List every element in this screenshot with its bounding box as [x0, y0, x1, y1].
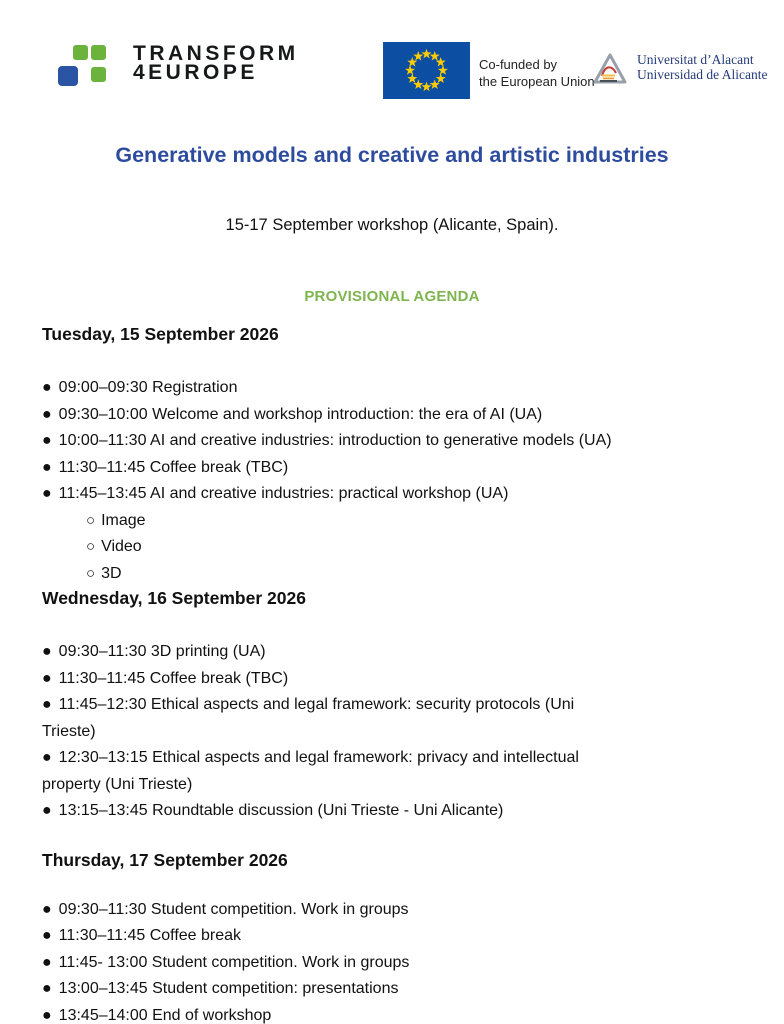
eu-caption-line2: the European Union [479, 73, 595, 89]
agenda-item [42, 428, 742, 455]
day-section-wednesday [42, 587, 742, 825]
bullet-icon: ● [42, 405, 52, 423]
day-items [42, 639, 742, 825]
transform4europe-logo-icon [58, 42, 108, 88]
agenda-item [42, 950, 742, 977]
agenda-item [42, 976, 742, 1003]
agenda-item-text: 10:00–11:30 AI and creative industries: introduction to generative models (UA) [58, 432, 612, 449]
day-section-thursday [42, 849, 742, 1024]
bullet-icon: ● [42, 643, 52, 660]
bullet-icon: ● [42, 1006, 52, 1024]
agenda-item [42, 745, 742, 772]
provisional-agenda-label: PROVISIONAL AGENDA [304, 288, 480, 305]
transform4europe-wordmark [133, 44, 299, 82]
agenda-item [42, 798, 742, 825]
agenda-item-text: 13:00–13:45 Student competition: presentations [58, 980, 399, 997]
circle-bullet-icon: ○ [86, 511, 96, 529]
agenda-item-text: 09:00–09:30 Registration [58, 379, 238, 396]
eu-caption-line1: Co-funded by [479, 57, 558, 72]
agenda-item [42, 639, 742, 666]
agenda-item-text: 13:45–14:00 End of workshop [58, 1006, 272, 1024]
t4e-green-square-icon [91, 67, 106, 82]
agenda-item-text: 09:30–11:30 Student competition. Work in groups [58, 900, 409, 918]
bullet-icon: ● [42, 749, 52, 766]
ua-name-spanish: Universidad de Alicante [637, 67, 768, 82]
bullet-icon: ● [42, 432, 52, 449]
agenda-subitem [42, 534, 742, 561]
t4e-wordmark-line1: TRANSFORM [133, 42, 299, 65]
university-alicante-wordmark [637, 52, 767, 82]
bullet-icon: ● [42, 900, 52, 918]
agenda-item-continuation: Trieste) [42, 722, 96, 740]
agenda-item-text: 13:15–13:45 Roundtable discussion (Uni Trieste - Uni Alicante) [58, 802, 504, 819]
agenda-item-text: 12:30–13:15 Ethical aspects and legal framework: privacy and intellectual [58, 749, 579, 766]
agenda-item-text: 11:45–13:45 AI and creative industries: practical workshop (UA) [58, 485, 509, 502]
day-items [42, 897, 742, 1024]
agenda-item-text: 11:30–11:45 Coffee break (TBC) [58, 458, 289, 476]
agenda-item [42, 375, 742, 402]
bullet-icon: ● [42, 485, 52, 502]
agenda-item-text: Video [101, 538, 142, 555]
eu-flag-icon [383, 42, 470, 99]
agenda-item-text: 11:30–11:45 Coffee break [58, 927, 242, 944]
agenda-item [42, 1003, 742, 1024]
agenda-subitem [42, 508, 742, 535]
t4e-green-square-icon [73, 45, 88, 60]
day-section-tuesday [42, 323, 742, 587]
agenda-item [42, 923, 742, 950]
page-title: Generative models and creative and artistic industries [115, 143, 669, 167]
agenda-item [42, 692, 742, 719]
agenda-item-text: 11:45- 13:00 Student competition. Work in groups [58, 953, 410, 971]
ua-name-catalan: Universitat d’Alacant [637, 52, 754, 67]
t4e-wordmark-line2: 4EUROPE [133, 61, 258, 84]
bullet-icon: ● [42, 927, 52, 944]
circle-bullet-icon: ○ [86, 564, 96, 582]
agenda-item [42, 897, 742, 924]
agenda-item [42, 481, 742, 508]
agenda-item-text: 3D [101, 564, 122, 582]
university-alicante-logo-icon [592, 51, 628, 86]
agenda-item-text: 09:30–11:30 3D printing (UA) [58, 643, 266, 660]
agenda-item-continuation: property (Uni Trieste) [42, 775, 193, 793]
bullet-icon: ● [42, 980, 52, 997]
circle-bullet-icon: ○ [86, 538, 96, 555]
day-header: Thursday, 17 September 2026 [42, 849, 288, 870]
bullet-icon: ● [42, 379, 52, 396]
bullet-icon: ● [42, 802, 52, 819]
agenda-item [42, 666, 742, 693]
t4e-green-square-icon [91, 45, 106, 60]
agenda-item-text: Image [101, 511, 146, 529]
eu-cofunded-caption [479, 57, 595, 90]
agenda-item [42, 402, 742, 429]
agenda-item-text: 11:30–11:45 Coffee break (TBC) [58, 669, 289, 687]
workshop-subtitle: 15-17 September workshop (Alicante, Spain). [225, 216, 559, 234]
bullet-icon: ● [42, 458, 52, 476]
day-items [42, 375, 742, 587]
t4e-blue-square-icon [58, 66, 78, 86]
bullet-icon: ● [42, 669, 52, 687]
day-header: Tuesday, 15 September 2026 [42, 324, 279, 344]
bullet-icon: ● [42, 696, 52, 713]
day-header: Wednesday, 16 September 2026 [42, 588, 306, 608]
agenda-subitem [42, 561, 742, 588]
agenda-item-text: 11:45–12:30 Ethical aspects and legal framework: security protocols (Uni [58, 696, 575, 713]
agenda-item [42, 455, 742, 482]
agenda-item-text: 09:30–10:00 Welcome and workshop introduction: the era of AI (UA) [58, 405, 543, 423]
bullet-icon: ● [42, 953, 52, 971]
